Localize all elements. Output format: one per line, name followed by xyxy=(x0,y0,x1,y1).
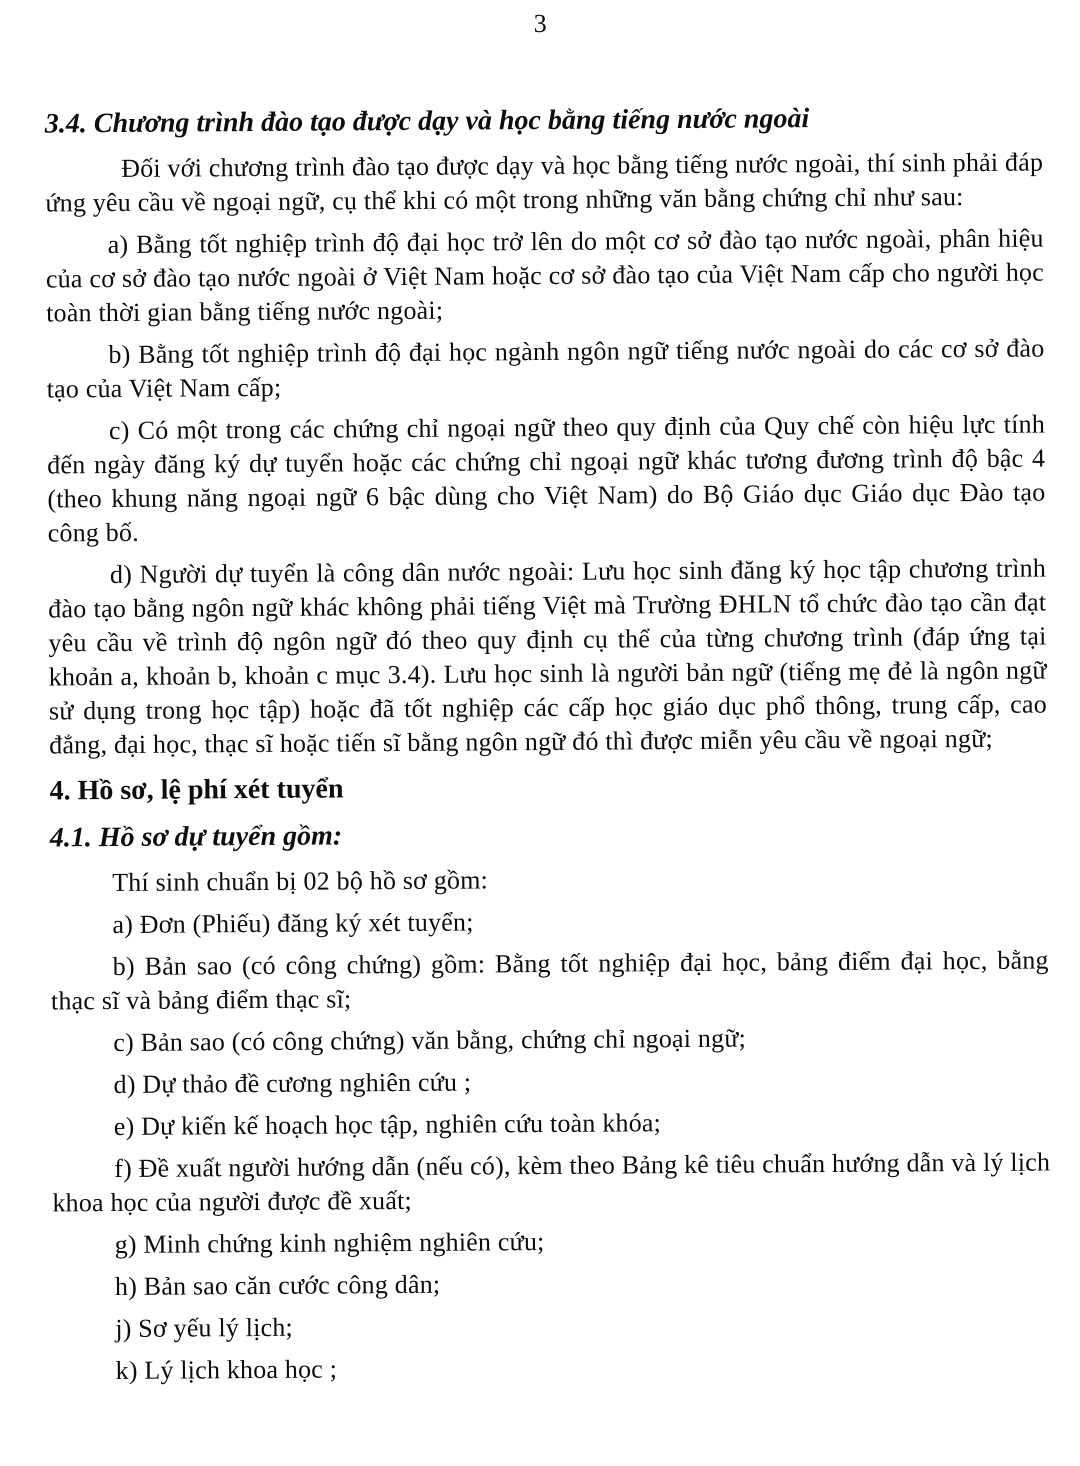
item-3-4-d: d) Người dự tuyển là công dân nước ngoài: Lưu học sinh đăng ký học tập chương trình đào tạo bằng ngôn ngữ khác không phải tiếng Việt mà Trường ĐHLN tổ chức đào tạo cần đạt yêu cầu về trình độ ngôn ngữ đó theo quy định cụ thể của từng chương trình (đáp ứng tại khoản a, khoản b, khoản c mục 3.4). Lưu học sinh là người bản ngữ (tiếng mẹ đẻ là ngôn ngữ sử dụng trong học tập) hoặc đã tốt nghiệp các cấp học giáo dục phổ thông, trung cấp, cao đẳng, đại học, thạc sĩ hoặc tiến sĩ bằng ngôn ngữ đó thì được miễn yêu cầu về ngoại ngữ; xyxy=(48,553,1048,760)
item-4-1-k: k) Lý lịch khoa học ; xyxy=(115,1354,338,1385)
item-4-1-j: j) Sơ yếu lý lịch; xyxy=(115,1312,294,1343)
section-4-1-heading: 4.1. Hồ sơ dự tuyển gồm: xyxy=(49,820,343,854)
section-4-1-intro: Thí sinh chuẩn bị 02 bộ hồ sơ gồm: xyxy=(112,865,489,898)
item-4-1-b: b) Bản sao (có công chứng) gồm: Bằng tốt nghiệp đại học, bảng điểm đại học, bằng thạc sĩ và bảng điểm thạc sĩ; xyxy=(50,945,1049,1016)
item-3-4-a: a) Bằng tốt nghiệp trình độ đại học trở lên do một cơ sở đào tạo nước ngoài, phân hiệu của cơ sở đào tạo nước ngoài ở Việt Nam hoặc cơ sở đào tạo của Việt Nam cấp cho người học toàn thời gian bằng tiếng nước ngoài; xyxy=(45,223,1045,328)
page-number: 3 xyxy=(533,8,547,39)
item-3-4-b: b) Bằng tốt nghiệp trình độ đại học ngành ngôn ngữ tiếng nước ngoài do các cơ sở đào tạo của Việt Nam cấp; xyxy=(46,333,1045,404)
item-3-4-c: c) Có một trong các chứng chỉ ngoại ngữ theo quy định của Quy chế còn hiệu lực tính đến ngày đăng ký dự tuyển hoặc các chứng chỉ ngoại ngữ khác tương đương trình độ bậc 4 (theo khung năng ngoại ngữ 6 bậc dùng cho Việt Nam) do Bộ Giáo dục Giáo dục Đào tạo công bố. xyxy=(47,409,1046,548)
item-4-1-d: d) Dự thảo đề cương nghiên cứu ; xyxy=(113,1067,472,1100)
item-4-1-c: c) Bản sao (có công chứng) văn bằng, chứng chỉ ngoại ngữ; xyxy=(113,1023,747,1058)
page-content xyxy=(1,97,1080,1389)
section-3-4-intro: Đối với chương trình đào tạo được dạy và học bằng tiếng nước ngoài, thí sinh phải đáp ứng yêu cầu về ngoại ngữ, cụ thể khi có một trong những văn bằng chứng chỉ như sau: xyxy=(45,147,1044,218)
section-4-heading: 4. Hồ sơ, lệ phí xét tuyển xyxy=(49,773,344,807)
item-4-1-f: f) Đề xuất người hướng dẫn (nếu có), kèm theo Bảng kê tiêu chuẩn hướng dẫn và lý lịch khoa học của người được đề xuất; xyxy=(52,1147,1051,1218)
item-4-1-h: h) Bản sao căn cước công dân; xyxy=(114,1269,441,1301)
section-3-4-heading: 3.4. Chương trình đào tạo được dạy và học bằng tiếng nước ngoài xyxy=(44,103,810,140)
item-4-1-e: e) Dự kiến kế hoạch học tập, nghiên cứu toàn khóa; xyxy=(113,1108,662,1142)
item-4-1-a: a) Đơn (Phiếu) đăng ký xét tuyển; xyxy=(112,907,474,940)
item-4-1-g: g) Minh chứng kinh nghiệm nghiên cứu; xyxy=(114,1226,545,1259)
